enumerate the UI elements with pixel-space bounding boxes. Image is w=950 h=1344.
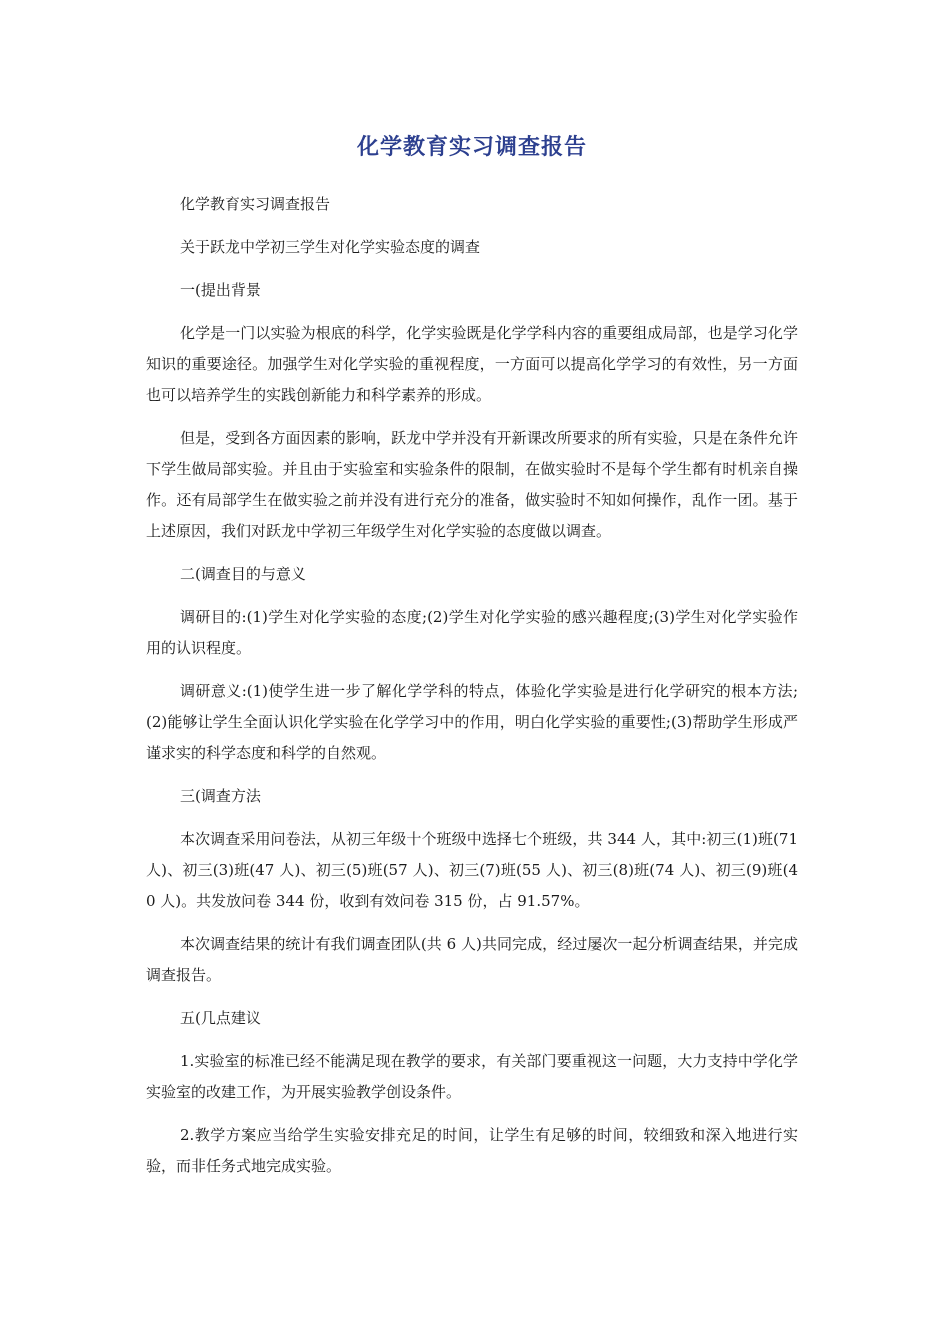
section-heading-method: 三(调查方法 (180, 787, 261, 805)
survey-topic: 关于跃龙中学初三学生对化学实验态度的调查 (180, 238, 481, 256)
background-paragraph-1: 化学是一门以实验为根底的科学，化学实验既是化学学科内容的重要组成局部，也是学习化学知识的重要途径。加强学生对化学实验的重视程度，一方面可以提高化学学习的有效性，另一方面也可以培养学生的实践创新能力和科学素养的形成。 (146, 324, 798, 404)
significance-paragraph: 调研意义:(1)使学生进一步了解化学学科的特点，体验化学实验是进行化学研究的根本方法;(2)能够让学生全面认识化学实验在化学学习中的作用，明白化学实验的重要性;(3)帮助学生形成严谨求实的科学态度和科学的自然观。 (146, 682, 798, 762)
suggestion-1: 1.实验室的标准已经不能满足现在教学的要求，有关部门要重视这一问题，大力支持中学化学实验室的改建工作，为开展实验教学创设条件。 (146, 1052, 798, 1101)
background-paragraph-2: 但是，受到各方面因素的影响，跃龙中学并没有开新课改所要求的所有实验，只是在条件允许下学生做局部实验。并且由于实验室和实验条件的限制，在做实验时不是每个学生都有时机亲自操作。还有局部学生在做实验之前并没有进行充分的准备，做实验时不知如何操作，乱作一团。基于上述原因，我们对跃龙中学初三年级学生对化学实验的态度做以调查。 (146, 429, 798, 540)
method-paragraph-2: 本次调查结果的统计有我们调查团队(共 6 人)共同完成，经过屡次一起分析调查结果，并完成调查报告。 (146, 935, 798, 984)
section-heading-background: 一(提出背景 (180, 281, 261, 299)
section-heading-purpose: 二(调查目的与意义 (180, 565, 306, 583)
purpose-paragraph: 调研目的:(1)学生对化学实验的态度;(2)学生对化学实验的感兴趣程度;(3)学生对化学实验作用的认识程度。 (146, 608, 798, 657)
section-heading-suggestions: 五(几点建议 (180, 1009, 261, 1027)
method-paragraph-1: 本次调查采用问卷法，从初三年级十个班级中选择七个班级，共 344 人，其中:初三(1)班(71 人)、初三(3)班(47 人)、初三(5)班(57 人)、初三(7)班(55 人)、初三(8)班(74 人)、初三(9)班(40 人)。共发放问卷 344 份，收到有效问卷 315 份，占 91.57%。 (146, 830, 798, 910)
suggestion-2: 2.教学方案应当给学生实验安排充足的时间，让学生有足够的时间，较细致和深入地进行实验，而非任务式地完成实验。 (146, 1126, 798, 1175)
report-subtitle: 化学教育实习调查报告 (180, 195, 331, 213)
document-title: 化学教育实习调查报告 (356, 135, 587, 160)
